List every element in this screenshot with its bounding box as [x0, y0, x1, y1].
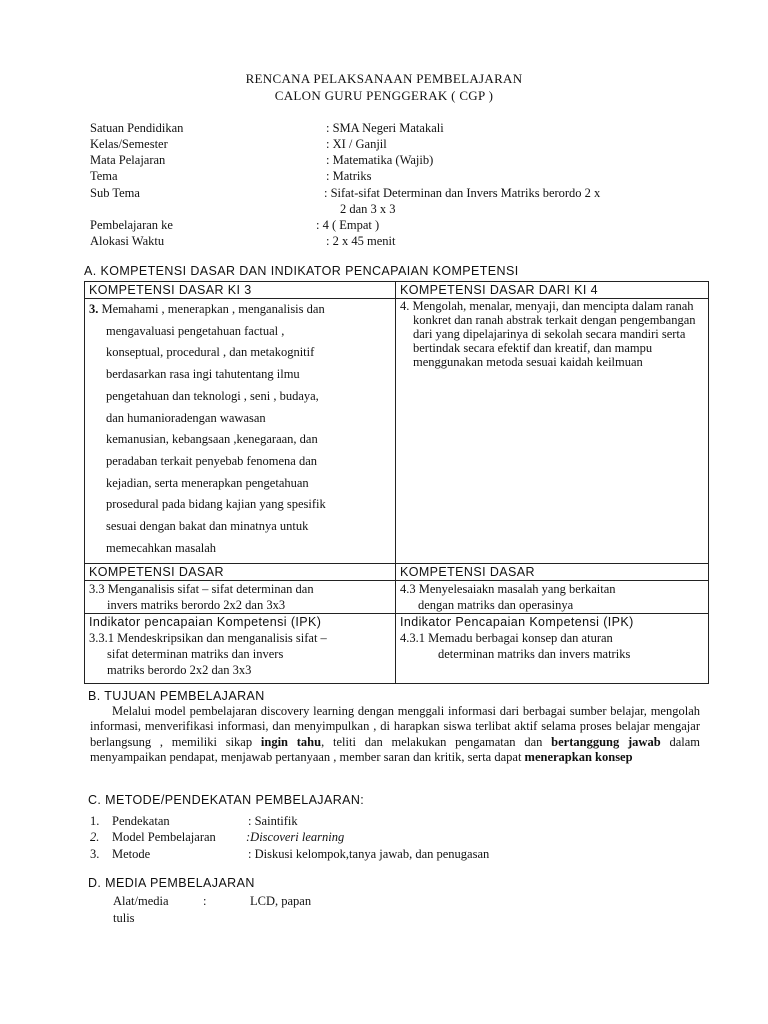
meta-value-continuation: 2 dan 3 x 3	[340, 202, 396, 216]
section-a-heading: A. KOMPETENSI DASAR DAN INDIKATOR PENCAPAIAN KOMPETENSI	[84, 264, 519, 278]
ki4-header: KOMPETENSI DASAR DARI KI 4	[396, 282, 709, 299]
ipk-left-line: sifat determinan matriks dan invers	[107, 647, 284, 661]
ki3-line: peradaban terkait penyebab fenomena dan	[106, 453, 318, 468]
kd-header-left: KOMPETENSI DASAR	[85, 564, 396, 581]
ki3-line: kemanusian, kebangsaan ,kenegaraan, dan	[106, 432, 318, 447]
ki3-line: sesuai dengan bakat dan minatnya untuk	[106, 519, 309, 534]
list-value: : Saintifik	[248, 814, 298, 828]
ki3-line: dan humanioradengan wawasan	[106, 410, 266, 425]
meta-label: Mata Pelajaran	[90, 153, 166, 167]
kd-right-cell	[396, 581, 709, 614]
media-label: Alat/media	[113, 894, 169, 908]
kd-header-right: KOMPETENSI DASAR	[396, 564, 709, 581]
table-row	[85, 282, 709, 299]
ki3-number: 3.	[89, 302, 99, 316]
media-value-continuation: tulis	[113, 911, 135, 925]
meta-value: : 2 x 45 menit	[326, 234, 396, 248]
ipk-header-left: Indikator pencapaian Kompetensi (IPK)	[89, 615, 322, 629]
meta-value: : Sifat-sifat Determinan dan Invers Matriks berordo 2 x	[324, 186, 601, 200]
list-label: Pendekatan	[112, 814, 170, 828]
ki3-line: berdasarkan rasa ingi tahutentang ilmu	[106, 367, 300, 382]
ki3-line: prosedural pada bidang kajian yang spesifik	[106, 497, 326, 512]
list-value: :Discoveri learning	[246, 830, 345, 844]
competency-table	[84, 281, 709, 684]
meta-label: Satuan Pendidikan	[90, 121, 184, 135]
document-title: RENCANA PELAKSANAAN PEMBELAJARAN	[245, 71, 523, 86]
ipk-left-cell	[85, 614, 396, 684]
meta-label: Tema	[90, 169, 118, 183]
kd-left-cell	[85, 581, 396, 614]
meta-label: Sub Tema	[90, 186, 140, 200]
table-row	[85, 614, 709, 684]
ipk-left-line: 3.3.1 Mendeskripsikan dan menganalisis sifat –	[89, 631, 327, 645]
kd-left-line: 3.3 Menganalisis sifat – sifat determinan dan	[89, 582, 314, 596]
table-row	[85, 564, 709, 581]
media-value: LCD, papan	[250, 894, 312, 908]
ipk-header-right: Indikator Pencapaian Kompetensi (IPK)	[400, 615, 634, 629]
objective-text: , teliti dan melakukan pengamatan dan	[321, 734, 552, 749]
objective-text: Melalui model pembelajaran discovery learning dengan menggali informasi dari berbagai sumber belajar, mengolah informasi, menverifikasi informasi, dan menyimpulkan , di harapkan siswa terlibat aktif selama proses belajar mengajar berlangsung , memiliki sikap	[90, 704, 700, 749]
objective-paragraph	[90, 704, 700, 765]
meta-label: Kelas/Semester	[90, 137, 168, 151]
document-subtitle: CALON GURU PENGGERAK ( CGP )	[274, 88, 494, 103]
list-number: 3.	[90, 847, 100, 861]
ki4-text: 4. Mengolah, menalar, menyaji, dan mencipta dalam ranah konkret dan ranah abstrak terkait dengan pengembangan dari yang dipelajarinya di sekolah secara mandiri serta bertindak secara efektif dan kreatif, dan mampu menggunakan metoda sesuai kaidah keilmuan	[400, 299, 696, 369]
objective-text: dalam menyampaikan pendapat, menjawab pertanyaan , member saran dan kritik, serta dapat	[90, 734, 700, 764]
meta-value: : SMA Negeri Matakali	[326, 121, 444, 135]
meta-value: : Matriks	[326, 169, 372, 183]
media-colon: :	[203, 894, 207, 908]
list-number: 2.	[90, 830, 100, 844]
meta-label: Pembelajaran ke	[90, 218, 173, 232]
ipk-right-line: 4.3.1 Memadu berbagai konsep dan aturan	[400, 631, 613, 645]
section-d-heading: D. MEDIA PEMBELAJARAN	[88, 876, 255, 890]
kd-right-line: dengan matriks dan operasinya	[418, 598, 574, 612]
kd-right-line: 4.3 Menyelesaiakn masalah yang berkaitan	[400, 582, 616, 596]
objective-emphasis: ingin tahu	[260, 734, 322, 749]
ki3-cell	[85, 299, 396, 564]
meta-value: : XI / Ganjil	[326, 137, 387, 151]
meta-value: : Matematika (Wajib)	[326, 153, 434, 167]
ipk-left-line: matriks berordo 2x2 dan 3x3	[107, 663, 252, 677]
meta-label: Alokasi Waktu	[90, 234, 165, 248]
section-b-heading: B. TUJUAN PEMBELAJARAN	[88, 689, 265, 703]
list-label: Model Pembelajaran	[112, 830, 216, 844]
ki3-line: konseptual, procedural , dan metakognitif	[106, 345, 315, 360]
section-c-heading: C. METODE/PENDEKATAN PEMBELAJARAN:	[88, 793, 365, 807]
ki3-header: KOMPETENSI DASAR KI 3	[85, 282, 396, 299]
table-row	[85, 581, 709, 614]
table-row	[85, 299, 709, 564]
ipk-right-cell	[396, 614, 709, 684]
ipk-right-line: determinan matriks dan invers matriks	[438, 647, 631, 661]
ki4-cell	[396, 299, 709, 564]
objective-emphasis: menerapkan konsep	[524, 749, 633, 764]
kd-left-line: invers matriks berordo 2x2 dan 3x3	[107, 598, 286, 612]
ki3-line: mengavaluasi pengetahuan factual ,	[106, 323, 285, 338]
meta-value: : 4 ( Empat )	[316, 218, 380, 232]
list-label: Metode	[112, 847, 151, 861]
ki3-line: kejadian, serta menerapkan pengetahuan	[106, 475, 309, 490]
ki3-line: memecahkan masalah	[106, 540, 217, 555]
list-value: : Diskusi kelompok,tanya jawab, dan penugasan	[248, 847, 490, 861]
list-number: 1.	[90, 814, 100, 828]
objective-emphasis: bertanggung jawab	[551, 734, 661, 749]
ki3-line	[89, 299, 391, 321]
ki3-line: pengetahuan dan teknologi , seni , budaya,	[106, 388, 319, 403]
ki3-text: Memahami , menerapkan , menganalisis dan	[101, 302, 325, 316]
